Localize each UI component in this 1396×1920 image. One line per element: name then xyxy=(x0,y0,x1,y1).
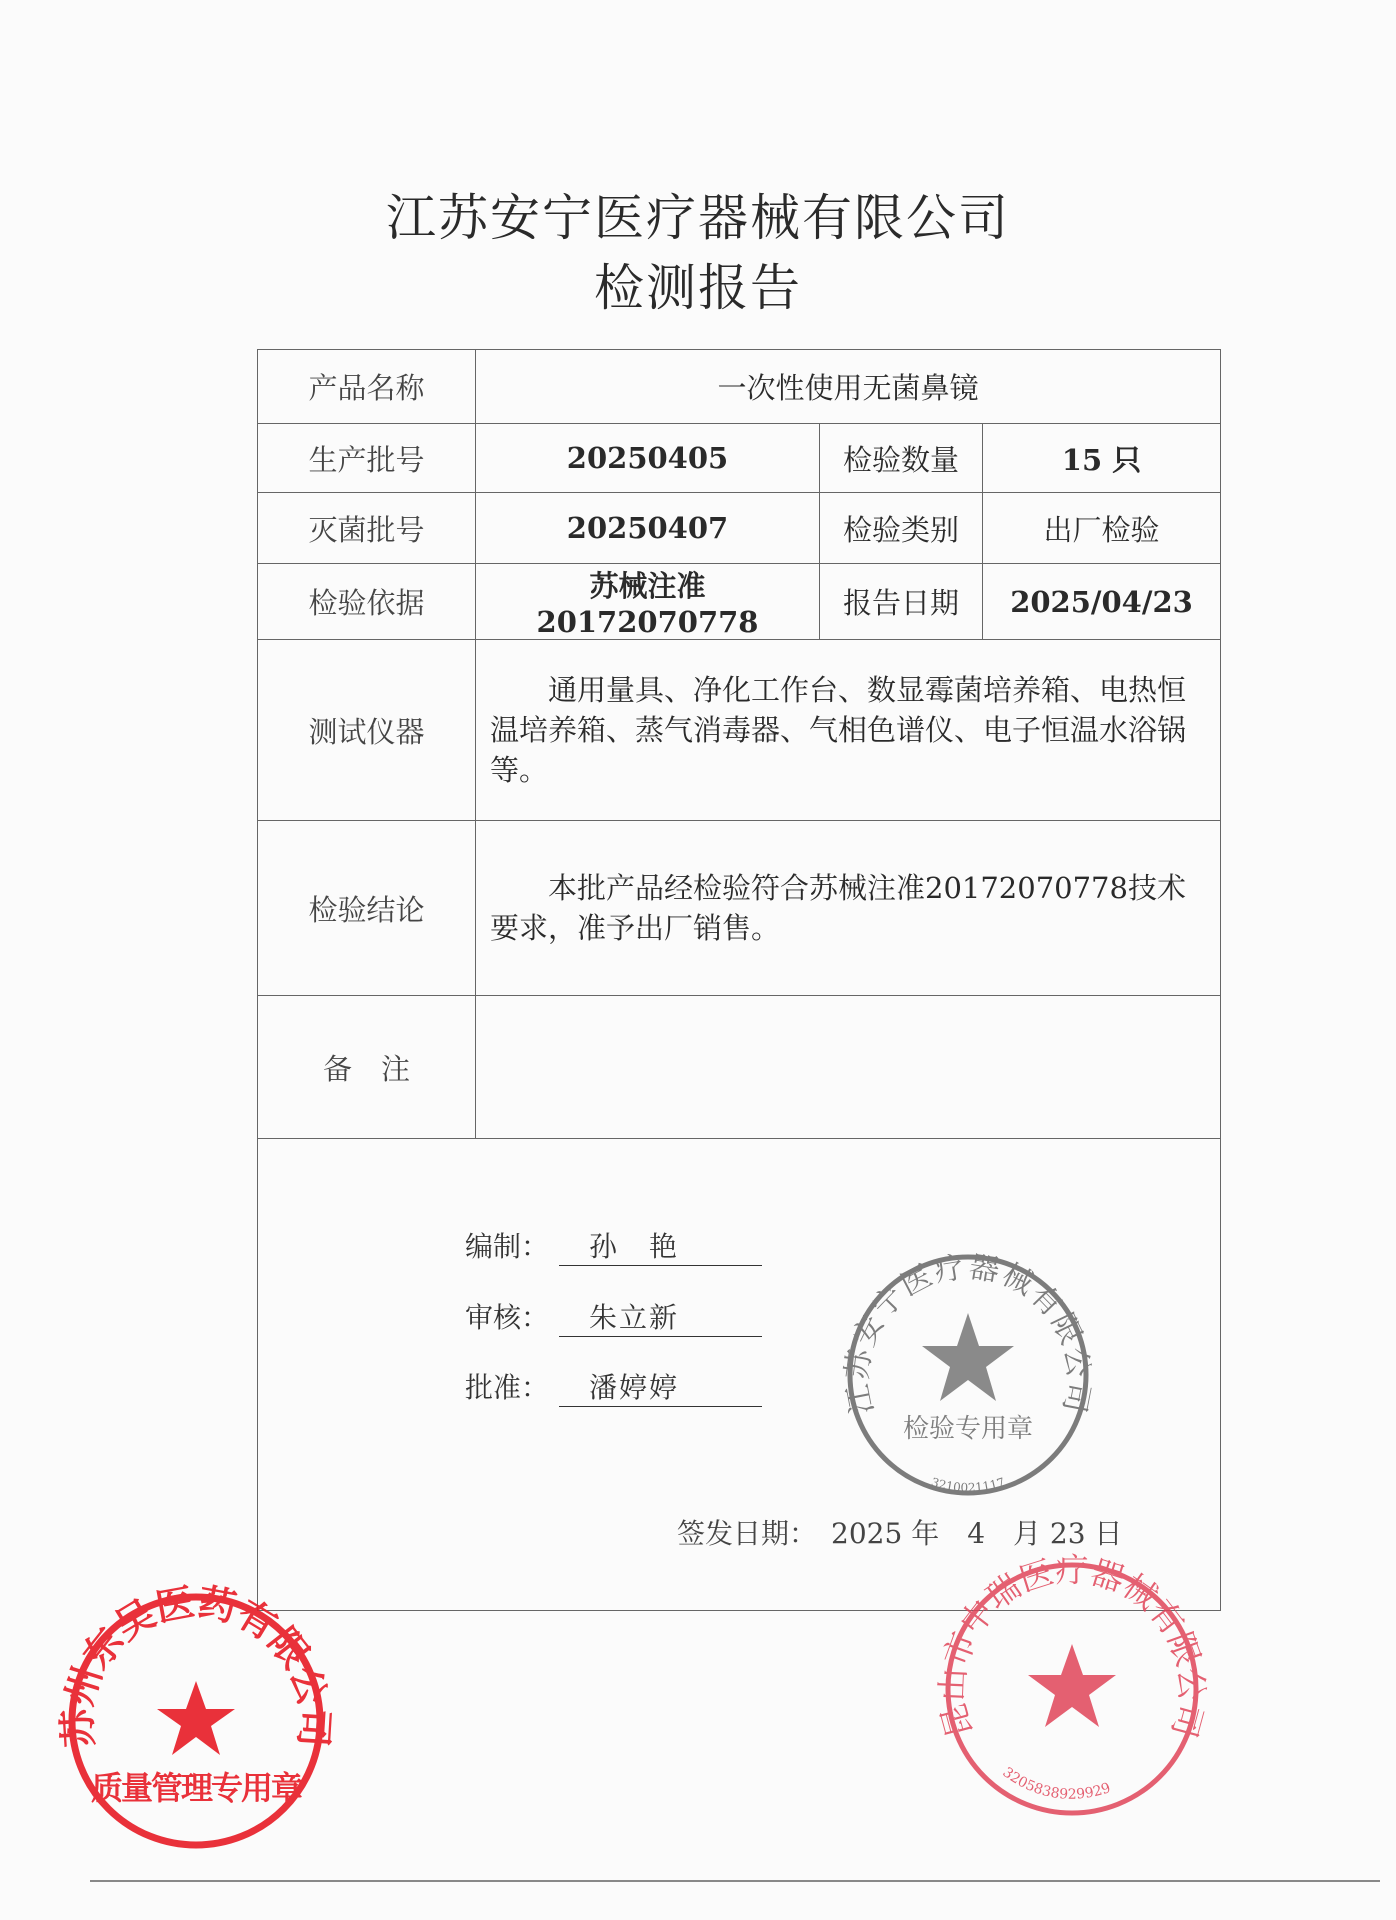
conclusion-value: 本批产品经检验符合苏械注准20172070778技术要求，准予出厂销售。 xyxy=(476,821,1221,996)
product-name-value: 一次性使用无菌鼻镜 xyxy=(476,350,1221,424)
document-title: 检测报告 xyxy=(594,259,802,317)
table-row xyxy=(258,821,1221,996)
table-row xyxy=(258,564,1221,640)
basis-label: 检验依据 xyxy=(258,564,476,640)
table-row xyxy=(258,493,1221,564)
company-name: 江苏安宁医疗器械有限公司 xyxy=(386,189,1010,247)
reviewed-by xyxy=(465,1296,762,1337)
seal-number: 3205838929929 xyxy=(999,1764,1113,1803)
scan-edge-line xyxy=(90,1880,1380,1882)
approved-value: 潘婷婷 xyxy=(559,1366,762,1407)
seal-number: 3210021117 xyxy=(929,1475,1007,1495)
prepared-value: 孙 艳 xyxy=(559,1225,762,1266)
approved-by xyxy=(465,1366,762,1407)
table-row xyxy=(258,424,1221,493)
remarks-value xyxy=(476,996,1221,1139)
report-table xyxy=(257,349,1221,1139)
instruments-label: 测试仪器 xyxy=(258,640,476,821)
inspection-type-value: 出厂检验 xyxy=(983,493,1221,564)
prepared-by xyxy=(465,1225,762,1266)
sterilization-batch-value: 20250407 xyxy=(476,493,820,564)
batch-label: 生产批号 xyxy=(258,424,476,493)
reviewed-label: 审核： xyxy=(465,1301,550,1334)
issue-date-value: 2025 年 4 月 23 日 xyxy=(831,1517,1123,1550)
product-name-label: 产品名称 xyxy=(258,350,476,424)
reviewed-value: 朱立新 xyxy=(559,1296,762,1337)
prepared-label: 编制： xyxy=(465,1230,550,1263)
pharma-quality-seal xyxy=(54,1578,338,1852)
company-inspection-seal xyxy=(839,1249,1097,1498)
table-row xyxy=(258,996,1221,1139)
seal-text: 苏州东吴医药有限公司 xyxy=(54,1578,338,1749)
seal-text: 江苏安宁医疗器械有限公司 xyxy=(839,1249,1097,1418)
svg-text:3205838929929 xyxy=(1000,1764,1113,1802)
inspection-type-label: 检验类别 xyxy=(820,493,983,564)
qty-value: 15 只 xyxy=(983,424,1221,493)
remarks-label: 备 注 xyxy=(258,996,476,1139)
seal-subtext: 检验专用章 xyxy=(902,1414,1034,1444)
instruments-value: 通用量具、净化工作台、数显霉菌培养箱、电热恒温培养箱、蒸气消毒器、气相色谱仪、电子恒温水浴锅等。 xyxy=(476,640,1221,821)
distributor-seal xyxy=(932,1550,1212,1818)
report-date-label: 报告日期 xyxy=(820,564,983,640)
issue-date xyxy=(677,1512,1122,1552)
issue-label: 签发日期： xyxy=(677,1517,804,1550)
approved-label: 批准： xyxy=(465,1371,550,1404)
qty-label: 检验数量 xyxy=(820,424,983,493)
batch-value: 20250405 xyxy=(476,424,820,493)
basis-value: 苏械注准 20172070778 xyxy=(476,564,820,640)
table-row xyxy=(258,640,1221,821)
seal-text: 昆山市中瑞医疗器械有限公司 xyxy=(932,1550,1212,1742)
report-date-value: 2025/04/23 xyxy=(983,564,1221,640)
seal-subtext: 质量管理专用章 xyxy=(90,1769,302,1807)
table-row xyxy=(258,350,1221,424)
conclusion-label: 检验结论 xyxy=(258,821,476,996)
sterilization-batch-label: 灭菌批号 xyxy=(258,493,476,564)
